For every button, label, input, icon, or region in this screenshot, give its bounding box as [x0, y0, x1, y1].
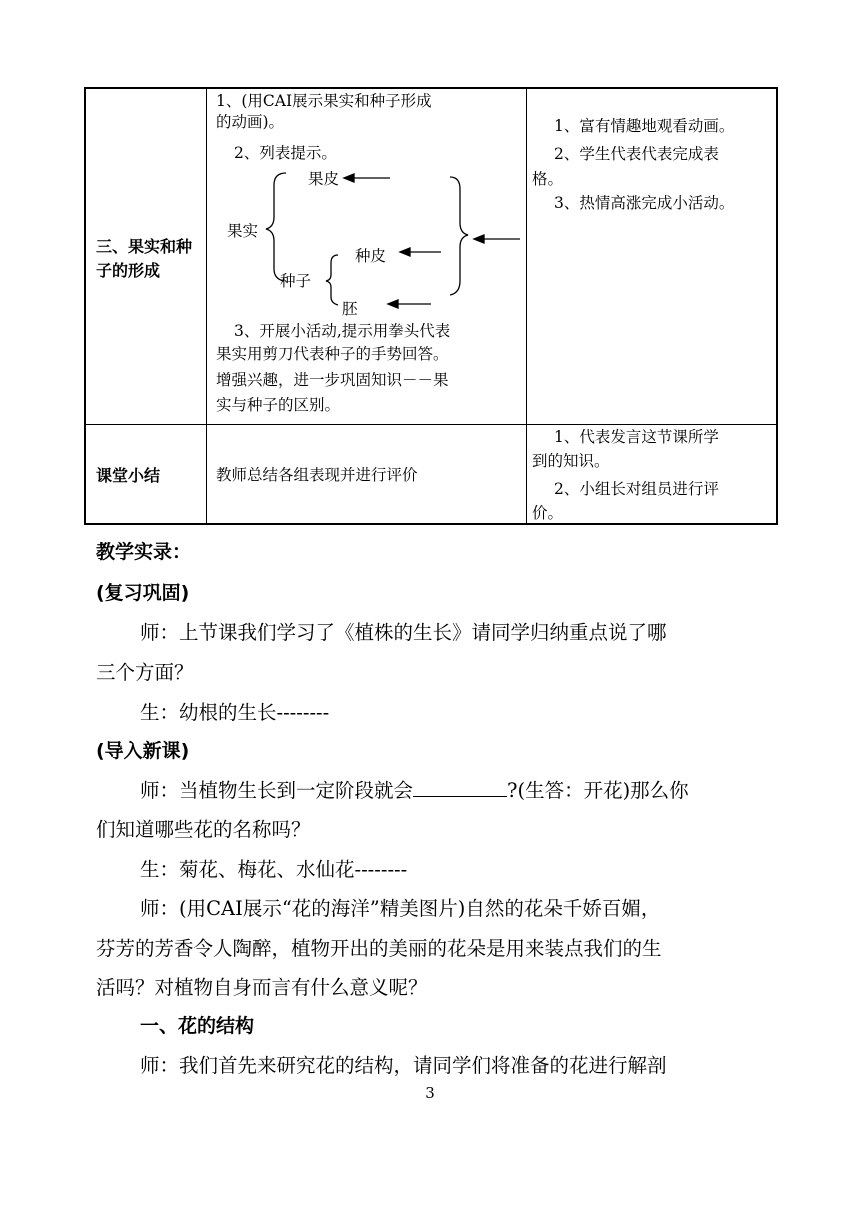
- paragraph-student-flowers: 生：菊花、梅花、水仙花--------: [140, 858, 408, 881]
- teacher-line: 的动画)。: [216, 113, 285, 131]
- stage-cell-fruit-seed: 三、果实和种子的形成: [96, 237, 193, 280]
- lesson-table: [84, 87, 778, 525]
- table-col-divider-1: [206, 89, 207, 523]
- diagram-label-pericarp: 果皮: [308, 170, 340, 188]
- paragraph-teacher-review: 师：上节课我们学习了《植株的生长》请同学归纳重点说了哪: [140, 621, 667, 644]
- intro-heading: (导入新课): [96, 740, 190, 762]
- brace-right: [450, 177, 468, 295]
- arrow-embryo: [388, 300, 398, 308]
- page-number: 3: [425, 1084, 435, 1102]
- diagram-label-embryo: 胚: [342, 300, 358, 318]
- paragraph-teacher-intro-cont: 们知道哪些花的名称吗？: [96, 818, 311, 841]
- student-line: 到的知识。: [532, 452, 610, 470]
- fill-in-blank: [413, 778, 507, 797]
- summary-teacher: 教师总结各组表现并进行评价: [216, 466, 418, 484]
- paragraph-text: ?(生答：开花)那么你: [507, 779, 689, 802]
- paragraph-student-review: 生：幼根的生长--------: [140, 701, 330, 724]
- student-line: 1、富有情趣地观看动画。: [554, 117, 735, 135]
- record-title: 教学实录：: [96, 541, 192, 563]
- teacher-line: 增强兴趣，进一步巩固知识－－果: [216, 371, 449, 389]
- table-col-divider-2: [526, 89, 527, 523]
- student-line: 1、代表发言这节课所学: [554, 428, 719, 446]
- teacher-line: 3、开展小活动,提示用拳头代表: [234, 322, 451, 340]
- paragraph-teacher-review-cont: 三个方面？: [96, 661, 194, 684]
- teacher-line: 实与种子的区别。: [216, 396, 341, 414]
- arrow-brace: [474, 235, 484, 243]
- diagram-label-fruit: 果实: [227, 222, 259, 240]
- paragraph-teacher-intro: [140, 772, 820, 809]
- teacher-line: 果实用剪刀代表种子的手势回答。: [216, 345, 449, 363]
- student-line: 2、学生代表代表完成表: [554, 145, 719, 163]
- student-line: 3、热情高涨完成小活动。: [554, 194, 735, 212]
- brace-fruit: [266, 173, 286, 281]
- teacher-line: 1、(用CAI展示果实和种子形成: [216, 92, 432, 110]
- paragraph-teacher-cai: 师：(用CAI展示“花的海洋”精美图片)自然的花朵千娇百媚，: [140, 897, 661, 920]
- student-line: 格。: [532, 170, 564, 188]
- paragraph-teacher-cai-cont: 活吗？对植物自身而言有什么意义呢？: [96, 976, 428, 999]
- table-row-divider: [86, 424, 776, 425]
- teacher-line: 2、列表提示。: [234, 144, 337, 162]
- student-line: 2、小组长对组员进行评: [554, 480, 719, 498]
- paragraph-teacher-cai-cont: 芬芳的芳香令人陶醉，植物开出的美丽的花朵是用来装点我们的生: [96, 937, 662, 960]
- paragraph-text: 师：当植物生长到一定阶段就会: [140, 779, 414, 802]
- brace-seed: [326, 255, 338, 305]
- stage-cell-summary: 课堂小结: [96, 466, 161, 485]
- review-heading: (复习巩固): [96, 582, 190, 604]
- student-line: 价。: [532, 504, 564, 522]
- arrow-seed-coat: [400, 248, 410, 256]
- diagram-label-seed: 种子: [280, 272, 312, 290]
- diagram-label-seed-coat: 种皮: [355, 247, 387, 265]
- paragraph-teacher-structure: 师：我们首先来研究花的结构，请同学们将准备的花进行解剖: [140, 1054, 667, 1077]
- section-heading-flower-structure: 一、花的结构: [140, 1015, 255, 1037]
- arrow-pericarp: [344, 174, 354, 182]
